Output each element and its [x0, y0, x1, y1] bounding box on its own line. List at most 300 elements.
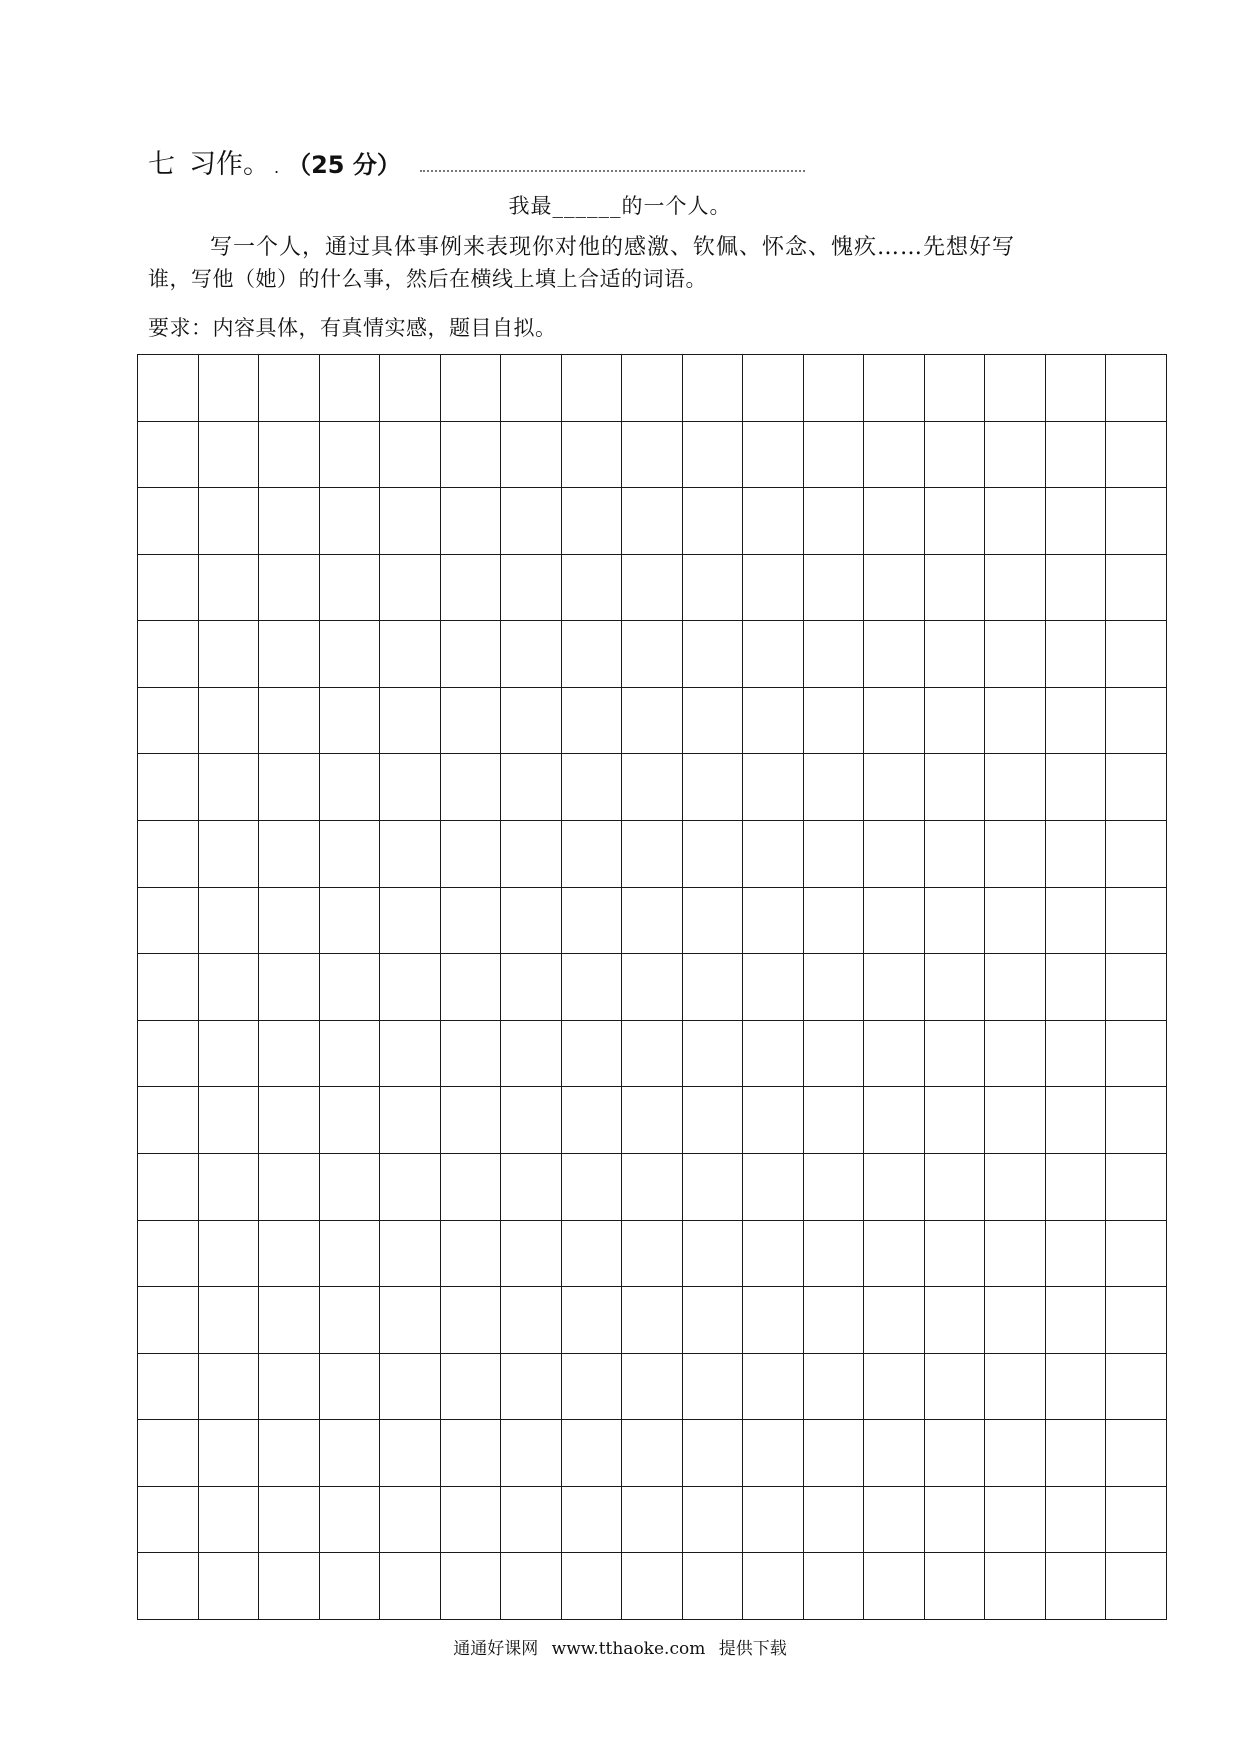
grid-cell[interactable]: [622, 355, 683, 422]
grid-cell[interactable]: [199, 555, 260, 622]
grid-cell[interactable]: [683, 621, 744, 688]
grid-cell[interactable]: [138, 754, 199, 821]
grid-cell[interactable]: [380, 888, 441, 955]
grid-cell[interactable]: [804, 1221, 865, 1288]
grid-cell[interactable]: [1046, 1287, 1107, 1354]
grid-cell[interactable]: [985, 1154, 1046, 1221]
grid-cell[interactable]: [562, 754, 623, 821]
grid-cell[interactable]: [622, 1021, 683, 1088]
grid-cell[interactable]: [259, 1420, 320, 1487]
grid-cell[interactable]: [683, 1087, 744, 1154]
grid-cell[interactable]: [562, 954, 623, 1021]
grid-cell[interactable]: [380, 1154, 441, 1221]
grid-cell[interactable]: [259, 1287, 320, 1354]
grid-cell[interactable]: [380, 688, 441, 755]
grid-cell[interactable]: [683, 355, 744, 422]
grid-cell[interactable]: [1046, 1087, 1107, 1154]
grid-cell[interactable]: [622, 688, 683, 755]
grid-cell[interactable]: [562, 1287, 623, 1354]
grid-cell[interactable]: [441, 954, 502, 1021]
grid-cell[interactable]: [743, 355, 804, 422]
grid-cell[interactable]: [864, 1553, 925, 1620]
grid-cell[interactable]: [562, 621, 623, 688]
grid-cell[interactable]: [320, 555, 381, 622]
grid-cell[interactable]: [804, 754, 865, 821]
grid-cell[interactable]: [925, 1487, 986, 1554]
grid-cell[interactable]: [804, 1154, 865, 1221]
grid-cell[interactable]: [501, 1487, 562, 1554]
grid-cell[interactable]: [1106, 821, 1167, 888]
grid-cell[interactable]: [864, 621, 925, 688]
grid-cell[interactable]: [441, 621, 502, 688]
grid-cell[interactable]: [1106, 754, 1167, 821]
grid-cell[interactable]: [804, 422, 865, 489]
grid-cell[interactable]: [320, 1021, 381, 1088]
grid-cell[interactable]: [925, 888, 986, 955]
grid-cell[interactable]: [804, 821, 865, 888]
grid-cell[interactable]: [864, 1420, 925, 1487]
grid-cell[interactable]: [743, 1287, 804, 1354]
grid-cell[interactable]: [199, 488, 260, 555]
grid-cell[interactable]: [441, 488, 502, 555]
grid-cell[interactable]: [1046, 488, 1107, 555]
grid-cell[interactable]: [320, 754, 381, 821]
grid-cell[interactable]: [683, 422, 744, 489]
grid-cell[interactable]: [1046, 555, 1107, 622]
grid-cell[interactable]: [683, 1154, 744, 1221]
grid-cell[interactable]: [320, 1287, 381, 1354]
grid-cell[interactable]: [380, 621, 441, 688]
grid-cell[interactable]: [562, 488, 623, 555]
grid-cell[interactable]: [199, 688, 260, 755]
grid-cell[interactable]: [925, 1287, 986, 1354]
grid-cell[interactable]: [562, 1354, 623, 1421]
grid-cell[interactable]: [259, 1354, 320, 1421]
grid-cell[interactable]: [1046, 355, 1107, 422]
grid-cell[interactable]: [683, 688, 744, 755]
grid-cell[interactable]: [864, 688, 925, 755]
grid-cell[interactable]: [259, 1487, 320, 1554]
grid-cell[interactable]: [1046, 1221, 1107, 1288]
grid-cell[interactable]: [380, 1354, 441, 1421]
grid-cell[interactable]: [501, 621, 562, 688]
grid-cell[interactable]: [864, 1087, 925, 1154]
grid-cell[interactable]: [743, 1154, 804, 1221]
grid-cell[interactable]: [380, 1287, 441, 1354]
grid-cell[interactable]: [138, 1354, 199, 1421]
grid-cell[interactable]: [501, 422, 562, 489]
grid-cell[interactable]: [1106, 888, 1167, 955]
grid-cell[interactable]: [804, 1553, 865, 1620]
grid-cell[interactable]: [320, 1221, 381, 1288]
grid-cell[interactable]: [622, 1420, 683, 1487]
grid-cell[interactable]: [743, 621, 804, 688]
grid-cell[interactable]: [320, 488, 381, 555]
grid-cell[interactable]: [622, 1287, 683, 1354]
grid-cell[interactable]: [925, 754, 986, 821]
grid-cell[interactable]: [501, 888, 562, 955]
grid-cell[interactable]: [501, 1354, 562, 1421]
grid-cell[interactable]: [985, 621, 1046, 688]
grid-cell[interactable]: [259, 1021, 320, 1088]
grid-cell[interactable]: [320, 621, 381, 688]
grid-cell[interactable]: [1106, 688, 1167, 755]
grid-cell[interactable]: [199, 621, 260, 688]
grid-cell[interactable]: [925, 1420, 986, 1487]
grid-cell[interactable]: [985, 1487, 1046, 1554]
grid-cell[interactable]: [622, 888, 683, 955]
grid-cell[interactable]: [985, 888, 1046, 955]
grid-cell[interactable]: [622, 555, 683, 622]
grid-cell[interactable]: [562, 1154, 623, 1221]
grid-cell[interactable]: [743, 422, 804, 489]
grid-cell[interactable]: [743, 1354, 804, 1421]
grid-cell[interactable]: [985, 821, 1046, 888]
grid-cell[interactable]: [441, 888, 502, 955]
grid-cell[interactable]: [138, 555, 199, 622]
grid-cell[interactable]: [501, 555, 562, 622]
grid-cell[interactable]: [804, 1087, 865, 1154]
grid-cell[interactable]: [925, 1087, 986, 1154]
grid-cell[interactable]: [1046, 1487, 1107, 1554]
grid-cell[interactable]: [562, 821, 623, 888]
grid-cell[interactable]: [925, 954, 986, 1021]
grid-cell[interactable]: [501, 688, 562, 755]
grid-cell[interactable]: [138, 1420, 199, 1487]
grid-cell[interactable]: [199, 1487, 260, 1554]
grid-cell[interactable]: [683, 1354, 744, 1421]
grid-cell[interactable]: [804, 888, 865, 955]
grid-cell[interactable]: [199, 422, 260, 489]
grid-cell[interactable]: [743, 1553, 804, 1620]
grid-cell[interactable]: [864, 422, 925, 489]
grid-cell[interactable]: [441, 1354, 502, 1421]
grid-cell[interactable]: [743, 888, 804, 955]
grid-cell[interactable]: [501, 1420, 562, 1487]
grid-cell[interactable]: [622, 488, 683, 555]
grid-cell[interactable]: [138, 621, 199, 688]
grid-cell[interactable]: [380, 821, 441, 888]
grid-cell[interactable]: [199, 1154, 260, 1221]
grid-cell[interactable]: [683, 1420, 744, 1487]
grid-cell[interactable]: [985, 1553, 1046, 1620]
grid-cell[interactable]: [501, 355, 562, 422]
grid-cell[interactable]: [441, 1287, 502, 1354]
grid-cell[interactable]: [683, 954, 744, 1021]
grid-cell[interactable]: [562, 555, 623, 622]
grid-cell[interactable]: [320, 954, 381, 1021]
grid-cell[interactable]: [320, 1154, 381, 1221]
grid-cell[interactable]: [138, 1221, 199, 1288]
grid-cell[interactable]: [562, 1553, 623, 1620]
grid-cell[interactable]: [380, 1087, 441, 1154]
grid-cell[interactable]: [380, 355, 441, 422]
grid-cell[interactable]: [1106, 422, 1167, 489]
grid-cell[interactable]: [864, 754, 925, 821]
grid-cell[interactable]: [199, 954, 260, 1021]
grid-cell[interactable]: [1046, 1021, 1107, 1088]
grid-cell[interactable]: [1046, 422, 1107, 489]
grid-cell[interactable]: [138, 422, 199, 489]
grid-cell[interactable]: [380, 488, 441, 555]
grid-cell[interactable]: [804, 688, 865, 755]
grid-cell[interactable]: [743, 1420, 804, 1487]
grid-cell[interactable]: [925, 1021, 986, 1088]
grid-cell[interactable]: [562, 1021, 623, 1088]
grid-cell[interactable]: [683, 821, 744, 888]
grid-cell[interactable]: [259, 1553, 320, 1620]
grid-cell[interactable]: [199, 1021, 260, 1088]
grid-cell[interactable]: [743, 688, 804, 755]
grid-cell[interactable]: [985, 1420, 1046, 1487]
grid-cell[interactable]: [320, 821, 381, 888]
grid-cell[interactable]: [985, 1087, 1046, 1154]
grid-cell[interactable]: [985, 754, 1046, 821]
grid-cell[interactable]: [562, 1420, 623, 1487]
grid-cell[interactable]: [683, 555, 744, 622]
grid-cell[interactable]: [138, 821, 199, 888]
grid-cell[interactable]: [259, 555, 320, 622]
grid-cell[interactable]: [1046, 621, 1107, 688]
grid-cell[interactable]: [1106, 1154, 1167, 1221]
grid-cell[interactable]: [441, 754, 502, 821]
grid-cell[interactable]: [1106, 1553, 1167, 1620]
grid-cell[interactable]: [1106, 1221, 1167, 1288]
grid-cell[interactable]: [683, 1287, 744, 1354]
grid-cell[interactable]: [804, 1021, 865, 1088]
grid-cell[interactable]: [320, 1487, 381, 1554]
grid-cell[interactable]: [441, 1487, 502, 1554]
grid-cell[interactable]: [622, 621, 683, 688]
grid-cell[interactable]: [1106, 1487, 1167, 1554]
grid-cell[interactable]: [804, 1420, 865, 1487]
grid-cell[interactable]: [259, 888, 320, 955]
grid-cell[interactable]: [1106, 1087, 1167, 1154]
grid-cell[interactable]: [1046, 821, 1107, 888]
grid-cell[interactable]: [1046, 1354, 1107, 1421]
grid-cell[interactable]: [441, 1553, 502, 1620]
grid-cell[interactable]: [562, 1221, 623, 1288]
grid-cell[interactable]: [501, 1221, 562, 1288]
grid-cell[interactable]: [864, 1487, 925, 1554]
grid-cell[interactable]: [501, 1553, 562, 1620]
grid-cell[interactable]: [864, 1354, 925, 1421]
grid-cell[interactable]: [562, 1487, 623, 1554]
grid-cell[interactable]: [1106, 1021, 1167, 1088]
grid-cell[interactable]: [925, 488, 986, 555]
grid-cell[interactable]: [501, 1021, 562, 1088]
grid-cell[interactable]: [259, 754, 320, 821]
grid-cell[interactable]: [743, 954, 804, 1021]
grid-cell[interactable]: [441, 555, 502, 622]
grid-cell[interactable]: [1106, 1420, 1167, 1487]
grid-cell[interactable]: [562, 355, 623, 422]
grid-cell[interactable]: [864, 355, 925, 422]
grid-cell[interactable]: [1106, 555, 1167, 622]
grid-cell[interactable]: [743, 1021, 804, 1088]
grid-cell[interactable]: [138, 1287, 199, 1354]
grid-cell[interactable]: [804, 1287, 865, 1354]
grid-cell[interactable]: [804, 1487, 865, 1554]
grid-cell[interactable]: [199, 1553, 260, 1620]
grid-cell[interactable]: [925, 1553, 986, 1620]
grid-cell[interactable]: [925, 1154, 986, 1221]
grid-cell[interactable]: [199, 1287, 260, 1354]
grid-cell[interactable]: [683, 1221, 744, 1288]
grid-cell[interactable]: [683, 1553, 744, 1620]
grid-cell[interactable]: [743, 754, 804, 821]
grid-cell[interactable]: [683, 754, 744, 821]
grid-cell[interactable]: [199, 754, 260, 821]
grid-cell[interactable]: [804, 1354, 865, 1421]
grid-cell[interactable]: [320, 1420, 381, 1487]
grid-cell[interactable]: [441, 1021, 502, 1088]
grid-cell[interactable]: [1046, 1553, 1107, 1620]
grid-cell[interactable]: [562, 422, 623, 489]
grid-cell[interactable]: [138, 888, 199, 955]
grid-cell[interactable]: [320, 888, 381, 955]
grid-cell[interactable]: [501, 1087, 562, 1154]
grid-cell[interactable]: [743, 1087, 804, 1154]
grid-cell[interactable]: [380, 754, 441, 821]
grid-cell[interactable]: [622, 1087, 683, 1154]
grid-cell[interactable]: [683, 1487, 744, 1554]
grid-cell[interactable]: [380, 555, 441, 622]
grid-cell[interactable]: [804, 488, 865, 555]
grid-cell[interactable]: [138, 688, 199, 755]
grid-cell[interactable]: [501, 754, 562, 821]
grid-cell[interactable]: [985, 1021, 1046, 1088]
grid-cell[interactable]: [925, 1221, 986, 1288]
grid-cell[interactable]: [259, 954, 320, 1021]
grid-cell[interactable]: [864, 1154, 925, 1221]
grid-cell[interactable]: [320, 1087, 381, 1154]
grid-cell[interactable]: [683, 1021, 744, 1088]
grid-cell[interactable]: [501, 488, 562, 555]
grid-cell[interactable]: [925, 821, 986, 888]
grid-cell[interactable]: [138, 1154, 199, 1221]
grid-cell[interactable]: [1046, 954, 1107, 1021]
grid-cell[interactable]: [562, 888, 623, 955]
grid-cell[interactable]: [804, 621, 865, 688]
grid-cell[interactable]: [1106, 355, 1167, 422]
grid-cell[interactable]: [1046, 754, 1107, 821]
grid-cell[interactable]: [199, 821, 260, 888]
grid-cell[interactable]: [622, 1553, 683, 1620]
grid-cell[interactable]: [743, 555, 804, 622]
grid-cell[interactable]: [864, 888, 925, 955]
grid-cell[interactable]: [259, 422, 320, 489]
grid-cell[interactable]: [380, 1553, 441, 1620]
grid-cell[interactable]: [925, 555, 986, 622]
grid-cell[interactable]: [259, 355, 320, 422]
grid-cell[interactable]: [925, 422, 986, 489]
grid-cell[interactable]: [441, 422, 502, 489]
grid-cell[interactable]: [259, 1087, 320, 1154]
grid-cell[interactable]: [441, 355, 502, 422]
grid-cell[interactable]: [259, 688, 320, 755]
grid-cell[interactable]: [864, 1021, 925, 1088]
grid-cell[interactable]: [1106, 488, 1167, 555]
grid-cell[interactable]: [441, 688, 502, 755]
grid-cell[interactable]: [199, 888, 260, 955]
grid-cell[interactable]: [138, 1487, 199, 1554]
grid-cell[interactable]: [804, 555, 865, 622]
grid-cell[interactable]: [622, 422, 683, 489]
grid-cell[interactable]: [320, 1354, 381, 1421]
grid-cell[interactable]: [804, 355, 865, 422]
grid-cell[interactable]: [985, 1354, 1046, 1421]
grid-cell[interactable]: [985, 1221, 1046, 1288]
grid-cell[interactable]: [259, 488, 320, 555]
grid-cell[interactable]: [1106, 954, 1167, 1021]
grid-cell[interactable]: [441, 1420, 502, 1487]
grid-cell[interactable]: [380, 1221, 441, 1288]
grid-cell[interactable]: [199, 355, 260, 422]
grid-cell[interactable]: [138, 954, 199, 1021]
grid-cell[interactable]: [138, 1021, 199, 1088]
grid-cell[interactable]: [1106, 621, 1167, 688]
grid-cell[interactable]: [622, 1487, 683, 1554]
grid-cell[interactable]: [925, 355, 986, 422]
grid-cell[interactable]: [441, 1087, 502, 1154]
grid-cell[interactable]: [864, 1221, 925, 1288]
grid-cell[interactable]: [259, 621, 320, 688]
grid-cell[interactable]: [925, 688, 986, 755]
grid-cell[interactable]: [864, 555, 925, 622]
grid-cell[interactable]: [622, 754, 683, 821]
grid-cell[interactable]: [985, 422, 1046, 489]
grid-cell[interactable]: [1046, 1154, 1107, 1221]
grid-cell[interactable]: [1046, 1420, 1107, 1487]
grid-cell[interactable]: [743, 1487, 804, 1554]
grid-cell[interactable]: [441, 1154, 502, 1221]
grid-cell[interactable]: [683, 488, 744, 555]
grid-cell[interactable]: [501, 821, 562, 888]
grid-cell[interactable]: [380, 1487, 441, 1554]
grid-cell[interactable]: [985, 555, 1046, 622]
grid-cell[interactable]: [259, 1154, 320, 1221]
grid-cell[interactable]: [501, 1154, 562, 1221]
grid-cell[interactable]: [925, 621, 986, 688]
grid-cell[interactable]: [138, 355, 199, 422]
grid-cell[interactable]: [199, 1420, 260, 1487]
grid-cell[interactable]: [138, 1087, 199, 1154]
grid-cell[interactable]: [804, 954, 865, 1021]
grid-cell[interactable]: [259, 821, 320, 888]
grid-cell[interactable]: [1046, 688, 1107, 755]
grid-cell[interactable]: [501, 1287, 562, 1354]
grid-cell[interactable]: [743, 1221, 804, 1288]
grid-cell[interactable]: [380, 1420, 441, 1487]
grid-cell[interactable]: [199, 1087, 260, 1154]
grid-cell[interactable]: [925, 1354, 986, 1421]
grid-cell[interactable]: [259, 1221, 320, 1288]
grid-cell[interactable]: [320, 355, 381, 422]
grid-cell[interactable]: [622, 954, 683, 1021]
grid-cell[interactable]: [441, 1221, 502, 1288]
grid-cell[interactable]: [441, 821, 502, 888]
grid-cell[interactable]: [985, 1287, 1046, 1354]
grid-cell[interactable]: [985, 355, 1046, 422]
grid-cell[interactable]: [864, 488, 925, 555]
grid-cell[interactable]: [622, 1154, 683, 1221]
grid-cell[interactable]: [199, 1354, 260, 1421]
grid-cell[interactable]: [985, 688, 1046, 755]
grid-cell[interactable]: [562, 688, 623, 755]
grid-cell[interactable]: [864, 954, 925, 1021]
grid-cell[interactable]: [138, 1553, 199, 1620]
